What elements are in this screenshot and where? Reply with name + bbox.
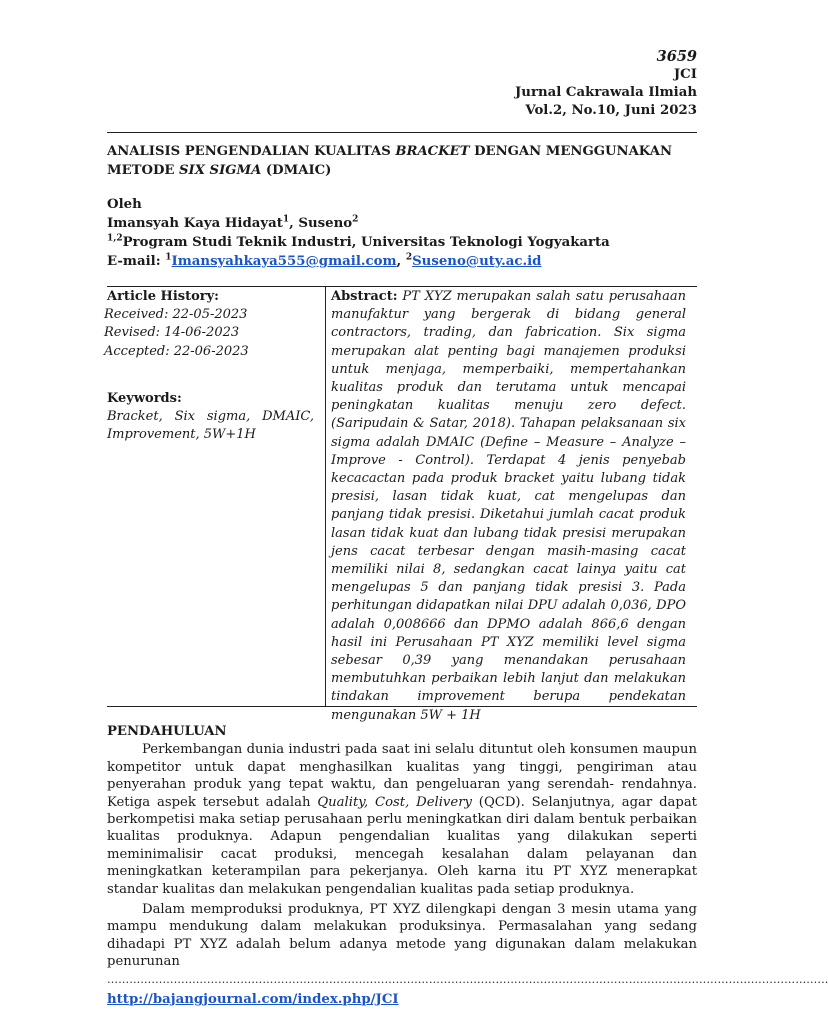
received-date: Received: 22-05-2023 <box>104 307 248 323</box>
by-label: Oleh <box>107 197 142 212</box>
intro-paragraph-1 <box>107 741 697 898</box>
affiliation-sup: 1,2 <box>107 233 123 244</box>
keywords-label: Keywords: <box>107 390 182 406</box>
intro-p1-text-b: (QCD). Selanjutnya, agar dapat berkompetisi maka setiap perusahaan perlu meningkatkan diri dalam bentuk perbaikan kualitas produknya. Adapun pengendalian kualitas yang dilakukan seperti meminimalisir cacat produksi, mencegah kesalahan dalam pelayanan dan meningkatkan keterampilan para pekerjanya. Oleh karna itu PT XYZ menerapkat standar kualitas dan melakukan pengendalian kualitas pada setiap produknya. <box>107 794 697 897</box>
journal-abbreviation: JCI <box>673 67 697 82</box>
title-text-3: (DMAIC) <box>261 163 332 178</box>
author-2-sup: 2 <box>352 214 359 225</box>
accepted-date: Accepted: 22-06-2023 <box>104 343 249 359</box>
title-text-1: ANALISIS PENGENDALIAN KUALITAS <box>107 144 396 159</box>
email-separator: , <box>396 254 406 269</box>
journal-header <box>515 48 697 120</box>
author-1: Imansyah Kaya Hidayat <box>107 216 283 231</box>
info-table-column-divider <box>325 286 326 706</box>
paper-title <box>107 142 707 180</box>
journal-name: Jurnal Cakrawala Ilmiah <box>515 85 697 100</box>
intro-p1-italic: Quality, Cost, Delivery <box>317 794 472 810</box>
email-1-link[interactable]: Imansyahkaya555@gmail.com <box>171 254 397 269</box>
section-heading: PENDAHULUAN <box>107 724 227 739</box>
author-block <box>107 195 610 271</box>
title-text-six-sigma: SIX SIGMA <box>179 163 262 178</box>
author-2: Suseno <box>298 216 353 231</box>
author-1-sup: 1 <box>282 214 290 225</box>
journal-url-link[interactable]: http://bajangjournal.com/index.php/JCI <box>107 992 399 1007</box>
affiliation: Program Studi Teknik Industri, Universitas Teknologi Yogyakarta <box>122 235 610 250</box>
intro-paragraph-2: Dalam memproduksi produknya, PT XYZ dilengkapi dengan 3 mesin utama yang mampu mendukung dalam melakukan produksinya. Permasalahan yang sedang dihadapi PT XYZ adalah belum adanya metode yang digunakan dalam melakukan penurunan <box>107 902 697 970</box>
abstract-label: Abstract: <box>331 289 398 304</box>
abstract-text: PT XYZ merupakan salah satu perusahaan manufaktur yang bergerak di bidang general contractors, trading, dan fabrication. Six sigma merupakan alat penting bagi manajemen produksi untuk menjaga, memperbaiki, mempertahankan kualitas produk dan terutama untuk mencapai peningkatan kualitas menuju zero defect. (Saripudain & Satar, 2018). Tahapan pelaksanaan six sigma adalah DMAIC (Define – Measure – Analyze – Improve - Control). Terdapat 4 jenis penyebab kecacactan pada produk bracket yaitu lubang tidak presisi, lasan tidak kuat, cat mengelupas dan panjang tidak presisi. Diketahui jumlah cacat produk lasan tidak kuat dan lubang tidak presisi merupakan jens cacat terbesar dengan masih-masing cacat memiliki nilai 8, sedangkan cacat lainya yaitu cat mengelupas 5 dan panjang tidak presisi 3. Pada perhitungan didapatkan nilai DPU adalah 0,036, DPO adalah 0,008666 dan DPMO adalah 866,6 dengan hasil ini Perusahaan PT XYZ memiliki level sigma sebesar 0,39 yang menandakan perusahaan membutuhkan perbaikan lebih lanjut dan melakukan tindakan improvement berupa pendekatan mengunakan 5W + 1H <box>331 289 686 723</box>
footer <box>107 992 399 1007</box>
info-table-top-rule <box>107 286 697 287</box>
keywords-text: Bracket, Six sigma, DMAIC, Improvement, 5W+1H <box>107 409 314 443</box>
revised-date: Revised: 14-06-2023 <box>104 325 240 341</box>
article-info-column <box>104 288 314 444</box>
affiliation-line <box>107 233 610 252</box>
email-2-sup: 2 <box>405 252 413 263</box>
email-line <box>107 252 610 271</box>
header-divider <box>107 132 697 133</box>
introduction-section <box>107 723 697 971</box>
title-text-2: DENGAN MENGGUNAKAN METODE <box>107 144 673 178</box>
author-separator: , <box>289 216 299 231</box>
title-text-bracket: BRACKET <box>395 144 470 159</box>
page-number: 3659 <box>656 48 697 65</box>
author-names <box>107 214 610 233</box>
abstract <box>331 288 686 725</box>
journal-volume: Vol.2, No.10, Juni 2023 <box>525 103 697 118</box>
footer-dotted-line: …………………………………………………………………………………………………………………………………………………………………………… <box>107 973 829 986</box>
email-label: E-mail: <box>107 254 166 269</box>
email-2-link[interactable]: Suseno@uty.ac.id <box>412 254 542 269</box>
email-1-sup: 1 <box>165 252 172 263</box>
article-history-label: Article History: <box>107 289 219 304</box>
intro-p1-text-a: Perkembangan dunia industri pada saat ini selalu dituntut oleh konsumen maupun kompetitor untuk dapat menghasilkan kualitas yang tinggi, pengiriman atau penyerahan produk yang tepat waktu, dan pengeluaran yang serendah- rendahnya. Ketiga aspek tersebut adalah <box>107 742 697 810</box>
